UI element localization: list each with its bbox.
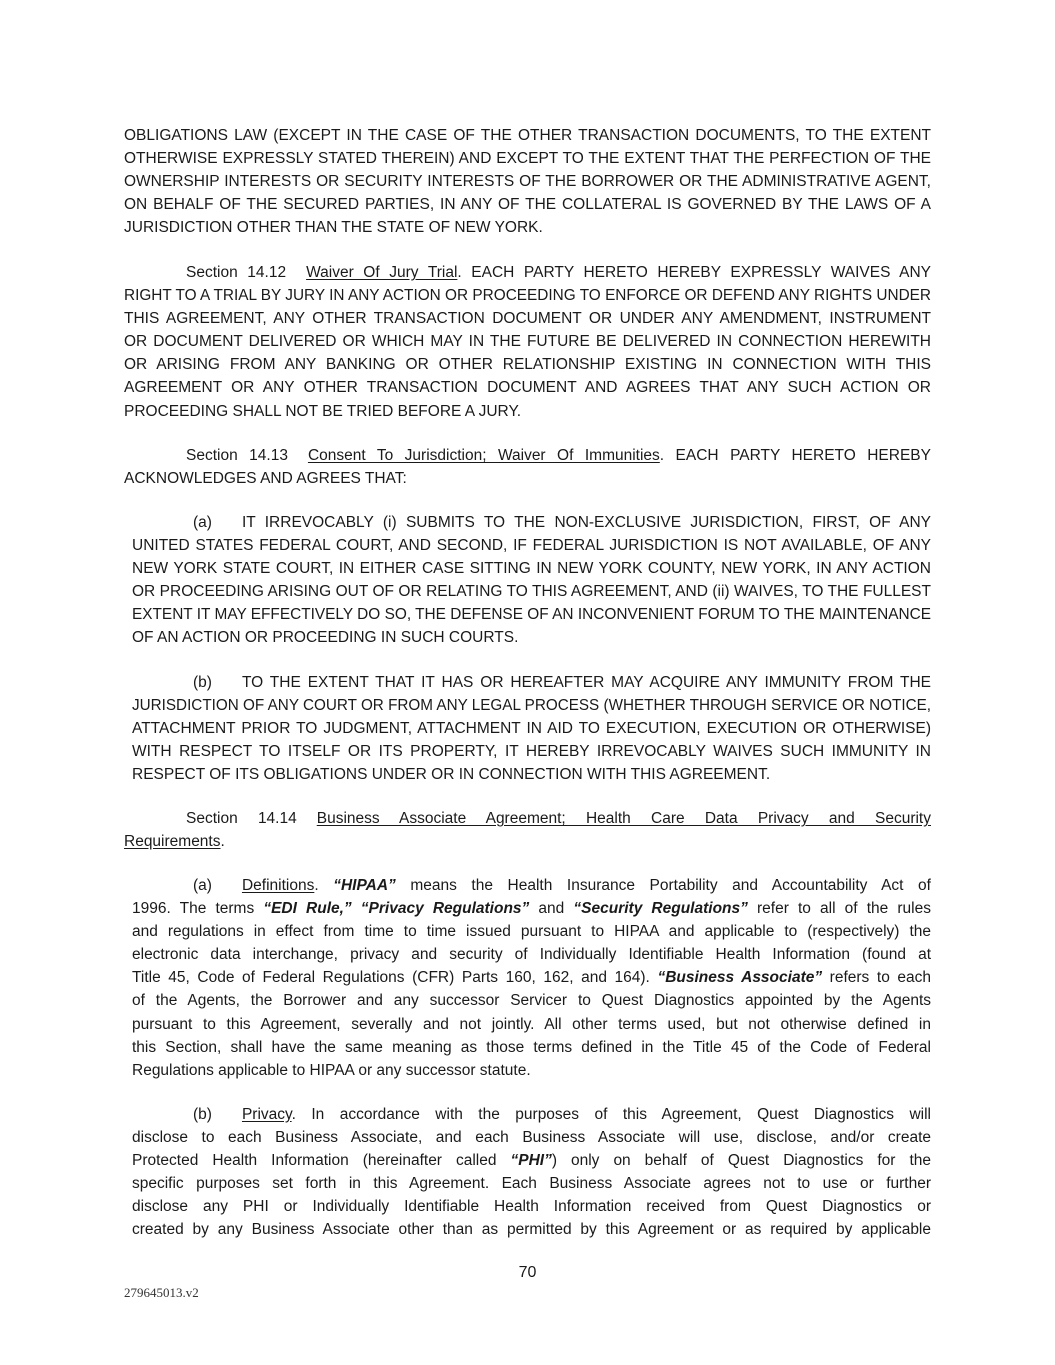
text-line: disclose to each Business Associate, and each Business Associate will use, disclose, and/or create [132,1129,931,1147]
text-line: RIGHT TO A TRIAL BY JURY IN ANY ACTION OR PROCEEDING TO ENFORCE OR DEFEND ANY RIGHTS UNDER [124,287,931,305]
text-line: NEW YORK STATE COURT, IN EITHER CASE SITTING IN NEW YORK COUNTY, NEW YORK, IN ANY ACTION [132,560,931,578]
defined-term: “HIPAA” [333,877,396,894]
clause-first-line [132,671,931,694]
clause-label: (a) [193,877,212,894]
defined-term: “PHI” [510,1152,552,1170]
governing-law-continuation [124,124,931,239]
document-id: 279645013.v2 [124,1285,199,1300]
clause-text: refer to all of the rules [747,900,931,918]
clause-label: (b) [193,674,212,691]
text-line: ON BEHALF OF THE SECURED PARTIES, IN ANY OF THE COLLATERAL IS GOVERNED BY THE LAWS OF A [124,196,931,214]
section-title-continued: Requirements [124,833,221,851]
defined-term: “Business Associate” [657,969,823,987]
section-title-period: . [220,833,225,851]
text-line: AGREEMENT OR ANY OTHER TRANSACTION DOCUMENT AND AGREES THAT ANY SUCH ACTION OR [124,379,931,397]
text-line: WITH RESPECT TO ITSELF OR ITS PROPERTY, IT HEREBY IRREVOCABLY WAIVES SUCH IMMUNITY IN [132,743,931,761]
section-number: Section 14.12 [186,264,287,281]
section-number: Section 14.13 [186,447,288,464]
clause-14-14-b [132,1103,931,1242]
clause-14-13-a [132,511,931,650]
text-line: THIS AGREEMENT, ANY OTHER TRANSACTION DOCUMENT OR UNDER ANY AMENDMENT, INSTRUMENT [124,310,931,328]
text-line [132,1149,931,1172]
section-text: . EACH PARTY HERETO HEREBY EXPRESSLY WAIVES ANY [457,264,932,281]
clause-label: (b) [193,1106,212,1123]
section-title: Waiver Of Jury Trial [306,264,458,281]
text-line: this Section, shall have the same meaning as those terms defined in the Title 45 of the Code of Federal [132,1038,931,1056]
section-heading-line [124,261,931,284]
section-14-13 [124,444,931,490]
clause-text: . [314,877,334,894]
text-line: ATTACHMENT PRIOR TO JUDGMENT, ATTACHMENT IN AID TO EXECUTION, EXECUTION OR OTHERWISE) [132,720,931,738]
text-line: OR PROCEEDING ARISING OUT OF OR RELATING TO THIS AGREEMENT, AND (ii) WAIVES, TO THE FULLEST [132,583,931,601]
section-14-14 [124,807,931,853]
text-line: specific purposes set forth in this Agreement. Each Business Associate agrees not to use or further [132,1175,931,1193]
clause-text: ) only on behalf of Quest Diagnostics for the [551,1152,931,1170]
text-line: disclose any PHI or Individually Identifiable Health Information received from Quest Diagnostics or [132,1198,931,1216]
text-line: OTHERWISE EXPRESSLY STATED THEREIN) AND EXCEPT TO THE EXTENT THAT THE PERFECTION OF THE [124,150,931,168]
text-line: OF AN ACTION OR PROCEEDING IN SUCH COURTS. [132,629,519,647]
section-title-line2 [124,830,931,853]
clause-text: IT IRREVOCABLY (i) SUBMITS TO THE NON-EXCLUSIVE JURISDICTION, FIRST, OF ANY [241,514,931,531]
text-line: OWNERSHIP INTERESTS OR SECURITY INTERESTS OF THE BORROWER OR THE ADMINISTRATIVE AGENT, [124,173,931,191]
text-line [132,966,931,989]
text-line: and regulations in effect from time to time issued pursuant to HIPAA and applicable to (respectively) the [132,923,931,941]
text-line: OR DOCUMENT DELIVERED OR WHICH MAY IN THE FUTURE BE DELIVERED IN CONNECTION HEREWITH [124,333,931,351]
section-number: Section 14.14 [186,810,297,827]
section-heading-line [124,807,931,830]
clause-first-line [132,1103,931,1126]
clause-14-13-b [132,671,931,786]
text-line: of the Agents, the Borrower and any successor Servicer to Quest Diagnostics appointed by the Agents [132,992,931,1010]
section-14-12 [124,261,931,423]
text-line: ACKNOWLEDGES AND AGREES THAT: [124,470,407,488]
clause-14-14-a [132,874,931,1082]
clause-text: and [529,900,574,918]
text-line: UNITED STATES FEDERAL COURT, AND SECOND, IF FEDERAL JURISDICTION IS NOT AVAILABLE, OF ANY [132,537,931,555]
text-line: JURISDICTION OF ANY COURT OR FROM ANY LEGAL PROCESS (WHETHER THROUGH SERVICE OR NOTICE, [132,697,931,715]
text-line: created by any Business Associate other than as permitted by this Agreement or as required by applicable [132,1221,931,1239]
text-line: pursuant to this Agreement, severally and not jointly. All other terms used, but not otherwise defined in [132,1015,931,1033]
clause-label: (a) [193,514,212,531]
clause-text: TO THE EXTENT THAT IT HAS OR HEREAFTER MAY ACQUIRE ANY IMMUNITY FROM THE [241,674,931,691]
clause-text: 1996. The terms [132,900,264,918]
text-line: OBLIGATIONS LAW (EXCEPT IN THE CASE OF THE OTHER TRANSACTION DOCUMENTS, TO THE EXTENT [124,127,931,144]
text-line: Regulations applicable to HIPAA or any successor statute. [132,1061,531,1079]
clause-heading: Privacy [241,1106,292,1123]
text-line: RESPECT OF ITS OBLIGATIONS UNDER OR IN CONNECTION WITH THIS AGREEMENT. [132,766,771,784]
clause-text: refers to each [822,969,931,987]
clause-first-line [132,874,931,897]
defined-term: “Security Regulations” [573,900,748,918]
section-heading-line [124,444,931,467]
text-line: electronic data interchange, privacy and security of Individually Identifiable Health Information (found at [132,946,931,964]
clause-text: . In accordance with the purposes of this Agreement, Quest Diagnostics will [291,1106,931,1123]
text-line: PROCEEDING SHALL NOT BE TRIED BEFORE A JURY. [124,402,522,420]
defined-term: “EDI Rule,” “Privacy Regulations” [263,900,530,918]
section-title: Consent To Jurisdiction; Waiver Of Immunities [307,447,660,464]
clause-text: Protected Health Information (hereinafter called [132,1152,511,1170]
section-text: . EACH PARTY HERETO HEREBY [659,447,931,464]
text-line: OR ARISING FROM ANY BANKING OR OTHER RELATIONSHIP EXISTING IN CONNECTION WITH THIS [124,356,931,374]
clause-text: means the Health Insurance Portability and Accountability Act of [395,877,931,894]
page-number: 70 [518,1264,537,1281]
text-line: JURISDICTION OTHER THAN THE STATE OF NEW YORK. [124,219,543,237]
clause-heading: Definitions [241,877,315,894]
clause-text: Title 45, Code of Federal Regulations (CFR) Parts 160, 162, and 164). [132,969,658,987]
text-line [132,897,931,920]
section-title: Business Associate Agreement; Health Care Data Privacy and Security [316,810,931,827]
clause-first-line [132,511,931,534]
text-line: EXTENT IT MAY EFFECTIVELY DO SO, THE DEFENSE OF AN INCONVENIENT FORUM TO THE MAINTENANCE [132,606,931,624]
